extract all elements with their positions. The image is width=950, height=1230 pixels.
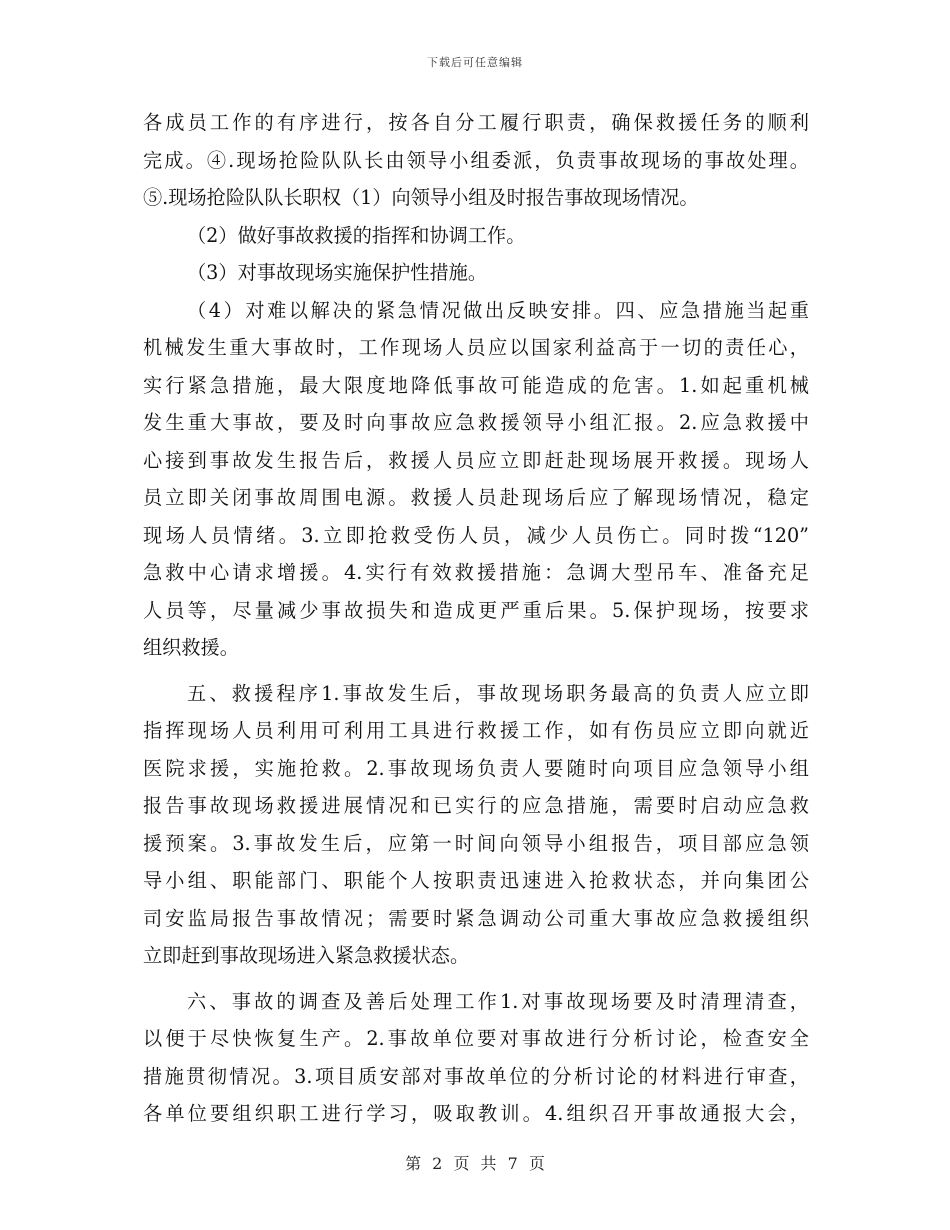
text-line: 援预案。3.事故发生后，应第一时间向领导小组报告，项目部应急领 [143, 831, 809, 855]
page-footer: 第 2 页 共 7 页 [405, 1154, 545, 1173]
text-line: 措施贯彻情况。3.项目质安部对事故单位的分析讨论的材料进行审查， [143, 1064, 809, 1088]
paragraph [143, 292, 809, 667]
text-line: 各单位要组织职工进行学习，吸取教训。4.组织召开事故通报大会， [143, 1102, 809, 1125]
text-line: 五、救援程序1.事故发生后，事故现场职务最高的负责人应立即 [187, 681, 809, 705]
paragraph-gap [143, 667, 809, 675]
text-line: 以便于尽快恢复生产。2.事故单位要对事故进行分析讨论，检查安全 [143, 1027, 809, 1050]
text-line: （3）对事故现场实施保护性措施。 [187, 261, 488, 284]
text-line: 人员等，尽量减少事故损失和造成更严重后果。5.保护现场，按要求 [143, 598, 809, 622]
text-line: 导小组、职能部门、职能个人按职责迅速进入抢救状态，并向集团公 [143, 869, 809, 892]
paragraph-gap [143, 975, 809, 983]
text-line: 完成。④.现场抢险队队长由领导小组委派，负责事故现场的事故处理。 [143, 148, 809, 172]
text-line: 心接到事故发生报告后，救援人员应立即赶赴现场展开救援。现场人 [143, 448, 809, 472]
text-line: 现场人员情绪。3.立即抢救受伤人员，减少人员伤亡。同时拨“120” [143, 523, 809, 547]
text-line: 医院求援，实施抢救。2.事故现场负责人要随时向项目应急领导小组 [143, 756, 809, 780]
text-line: 急救中心请求增援。4.实行有效救援措施：急调大型吊车、准备充足 [143, 561, 809, 584]
text-line: 各成员工作的有序进行，按各自分工履行职责，确保救援任务的顺利 [143, 111, 809, 134]
text-line: 报告事故现场救援进展情况和已实行的应急措施，需要时启动应急救 [143, 794, 809, 817]
document-body [143, 104, 809, 1133]
text-line: 六、事故的调查及善后处理工作1.对事故现场要及时清理清查， [187, 989, 809, 1013]
paragraph [143, 675, 809, 975]
text-line: 员立即关闭事故周围电源。救援人员赴现场后应了解现场情况，稳定 [143, 486, 809, 509]
text-line: 组织救援。 [143, 636, 239, 659]
paragraph [143, 217, 809, 255]
paragraph [143, 254, 809, 292]
paragraph [143, 104, 809, 217]
text-line: 立即赶到事故现场进入紧急救援状态。 [143, 944, 470, 967]
text-line: 机械发生重大事故时，工作现场人员应以国家利益高于一切的责任心， [143, 336, 809, 359]
text-line: （2）做好事故救援的指挥和协调工作。 [187, 223, 526, 247]
text-line: 实行紧急措施，最大限度地降低事故可能造成的危害。1.如起重机械 [143, 373, 809, 397]
text-line: 司安监局报告事故情况；需要时紧急调动公司重大事故应急救援组织 [143, 906, 809, 930]
text-line: （4）对难以解决的紧急情况做出反映安排。四、应急措施当起重 [187, 298, 809, 322]
text-line: 发生重大事故，要及时向事故应急救援领导小组汇报。2.应急救援中 [143, 411, 809, 434]
page-header: 下载后可任意编辑 [427, 56, 523, 69]
paragraph [143, 983, 809, 1133]
text-line: 指挥现场人员利用可利用工具进行救援工作，如有伤员应立即向就近 [143, 719, 809, 742]
text-line: ⑤.现场抢险队队长职权（1）向领导小组及时报告事故现场情况。 [143, 186, 699, 209]
